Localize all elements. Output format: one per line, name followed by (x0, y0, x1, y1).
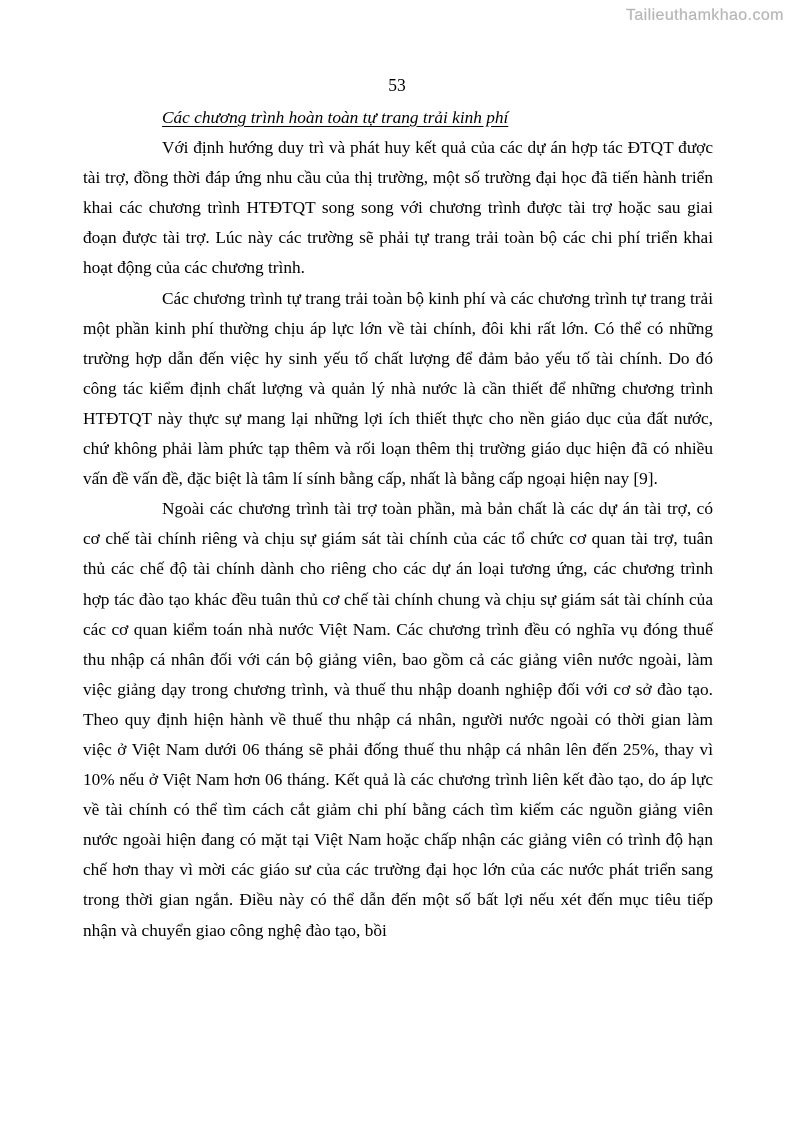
body-paragraph-1: Với định hướng duy trì và phát huy kết quả của các dự án hợp tác ĐTQT được tài trợ, đồng thời đáp ứng nhu cầu của thị trường, một số trường đại học đã tiến hành triển khai các chương trình HTĐTQT song song với chương trình được tài trợ hoặc sau giai đoạn được tài trợ. Lúc này các trường sẽ phải tự trang trải toàn bộ các chi phí triển khai hoạt động của các chương trình. (83, 138, 713, 278)
page-content (83, 103, 713, 946)
section-heading-text: Các chương trình hoàn toàn tự trang trải kinh phí (162, 108, 509, 127)
page-number: 53 (388, 75, 406, 95)
section-heading (83, 103, 713, 133)
body-paragraph-3: Ngoài các chương trình tài trợ toàn phần, mà bản chất là các dự án tài trợ, có cơ chế tài chính riêng và chịu sự giám sát tài chính của các tổ chức cơ quan tài trợ, tuân thủ các chế độ tài chính dành cho riêng cho các dự án loại tương ứng, các chương trình hợp tác đào tạo khác đều tuân thủ cơ chế tài chính chung và chịu sự giám sát tài chính của các cơ quan kiểm toán nhà nước Việt Nam. Các chương trình đều có nghĩa vụ đóng thuế thu nhập cá nhân đối với cán bộ giảng viên, bao gồm cả các giảng viên nước ngoài, làm việc giảng dạy trong chương trình, và thuế thu nhập doanh nghiệp đối với cơ sở đào tạo. Theo quy định hiện hành về thuế thu nhập cá nhân, người nước ngoài có thời gian làm việc ở Việt Nam dưới 06 tháng sẽ phải đống thuế thu nhập cá nhân lên đến 25%, thay vì 10% nếu ở Việt Nam hơn 06 tháng. Kết quả là các chương trình liên kết đào tạo, do áp lực về tài chính có thể tìm cách cắt giảm chi phí bằng cách tìm kiếm các nguồn giảng viên nước ngoài hiện đang có mặt tại Việt Nam hoặc chấp nhận các giảng viên có trình độ hạn chế hơn thay vì mời các giáo sư của các trường đại học lớn của các nước phát triển sang trong thời gian ngắn. Điều này có thể dẫn đến một số bất lợi nếu xét đến mục tiêu tiếp nhận và chuyển giao công nghệ đào tạo, bồi (83, 499, 713, 940)
body-paragraph-2: Các chương trình tự trang trải toàn bộ kinh phí và các chương trình tự trang trải một phần kinh phí thường chịu áp lực lớn về tài chính, đôi khi rất lớn. Có thể có những trường hợp dẫn đến việc hy sinh yếu tố chất lượng để đảm bảo yếu tố tài chính. Do đó công tác kiểm định chất lượng và quản lý nhà nước là cần thiết để những chương trình HTĐTQT này thực sự mang lại những lợi ích thiết thực cho nền giáo dục của đất nước, chứ không phải làm phức tạp thêm và rối loạn thêm thị trường giáo dục hiện đã có nhiều vấn đề vấn đề, đặc biệt là tâm lí sính bằng cấp, nhất là bằng cấp ngoại hiện nay [9]. (83, 288, 713, 489)
watermark-text: Tailieuthamkhao.com (626, 7, 784, 24)
